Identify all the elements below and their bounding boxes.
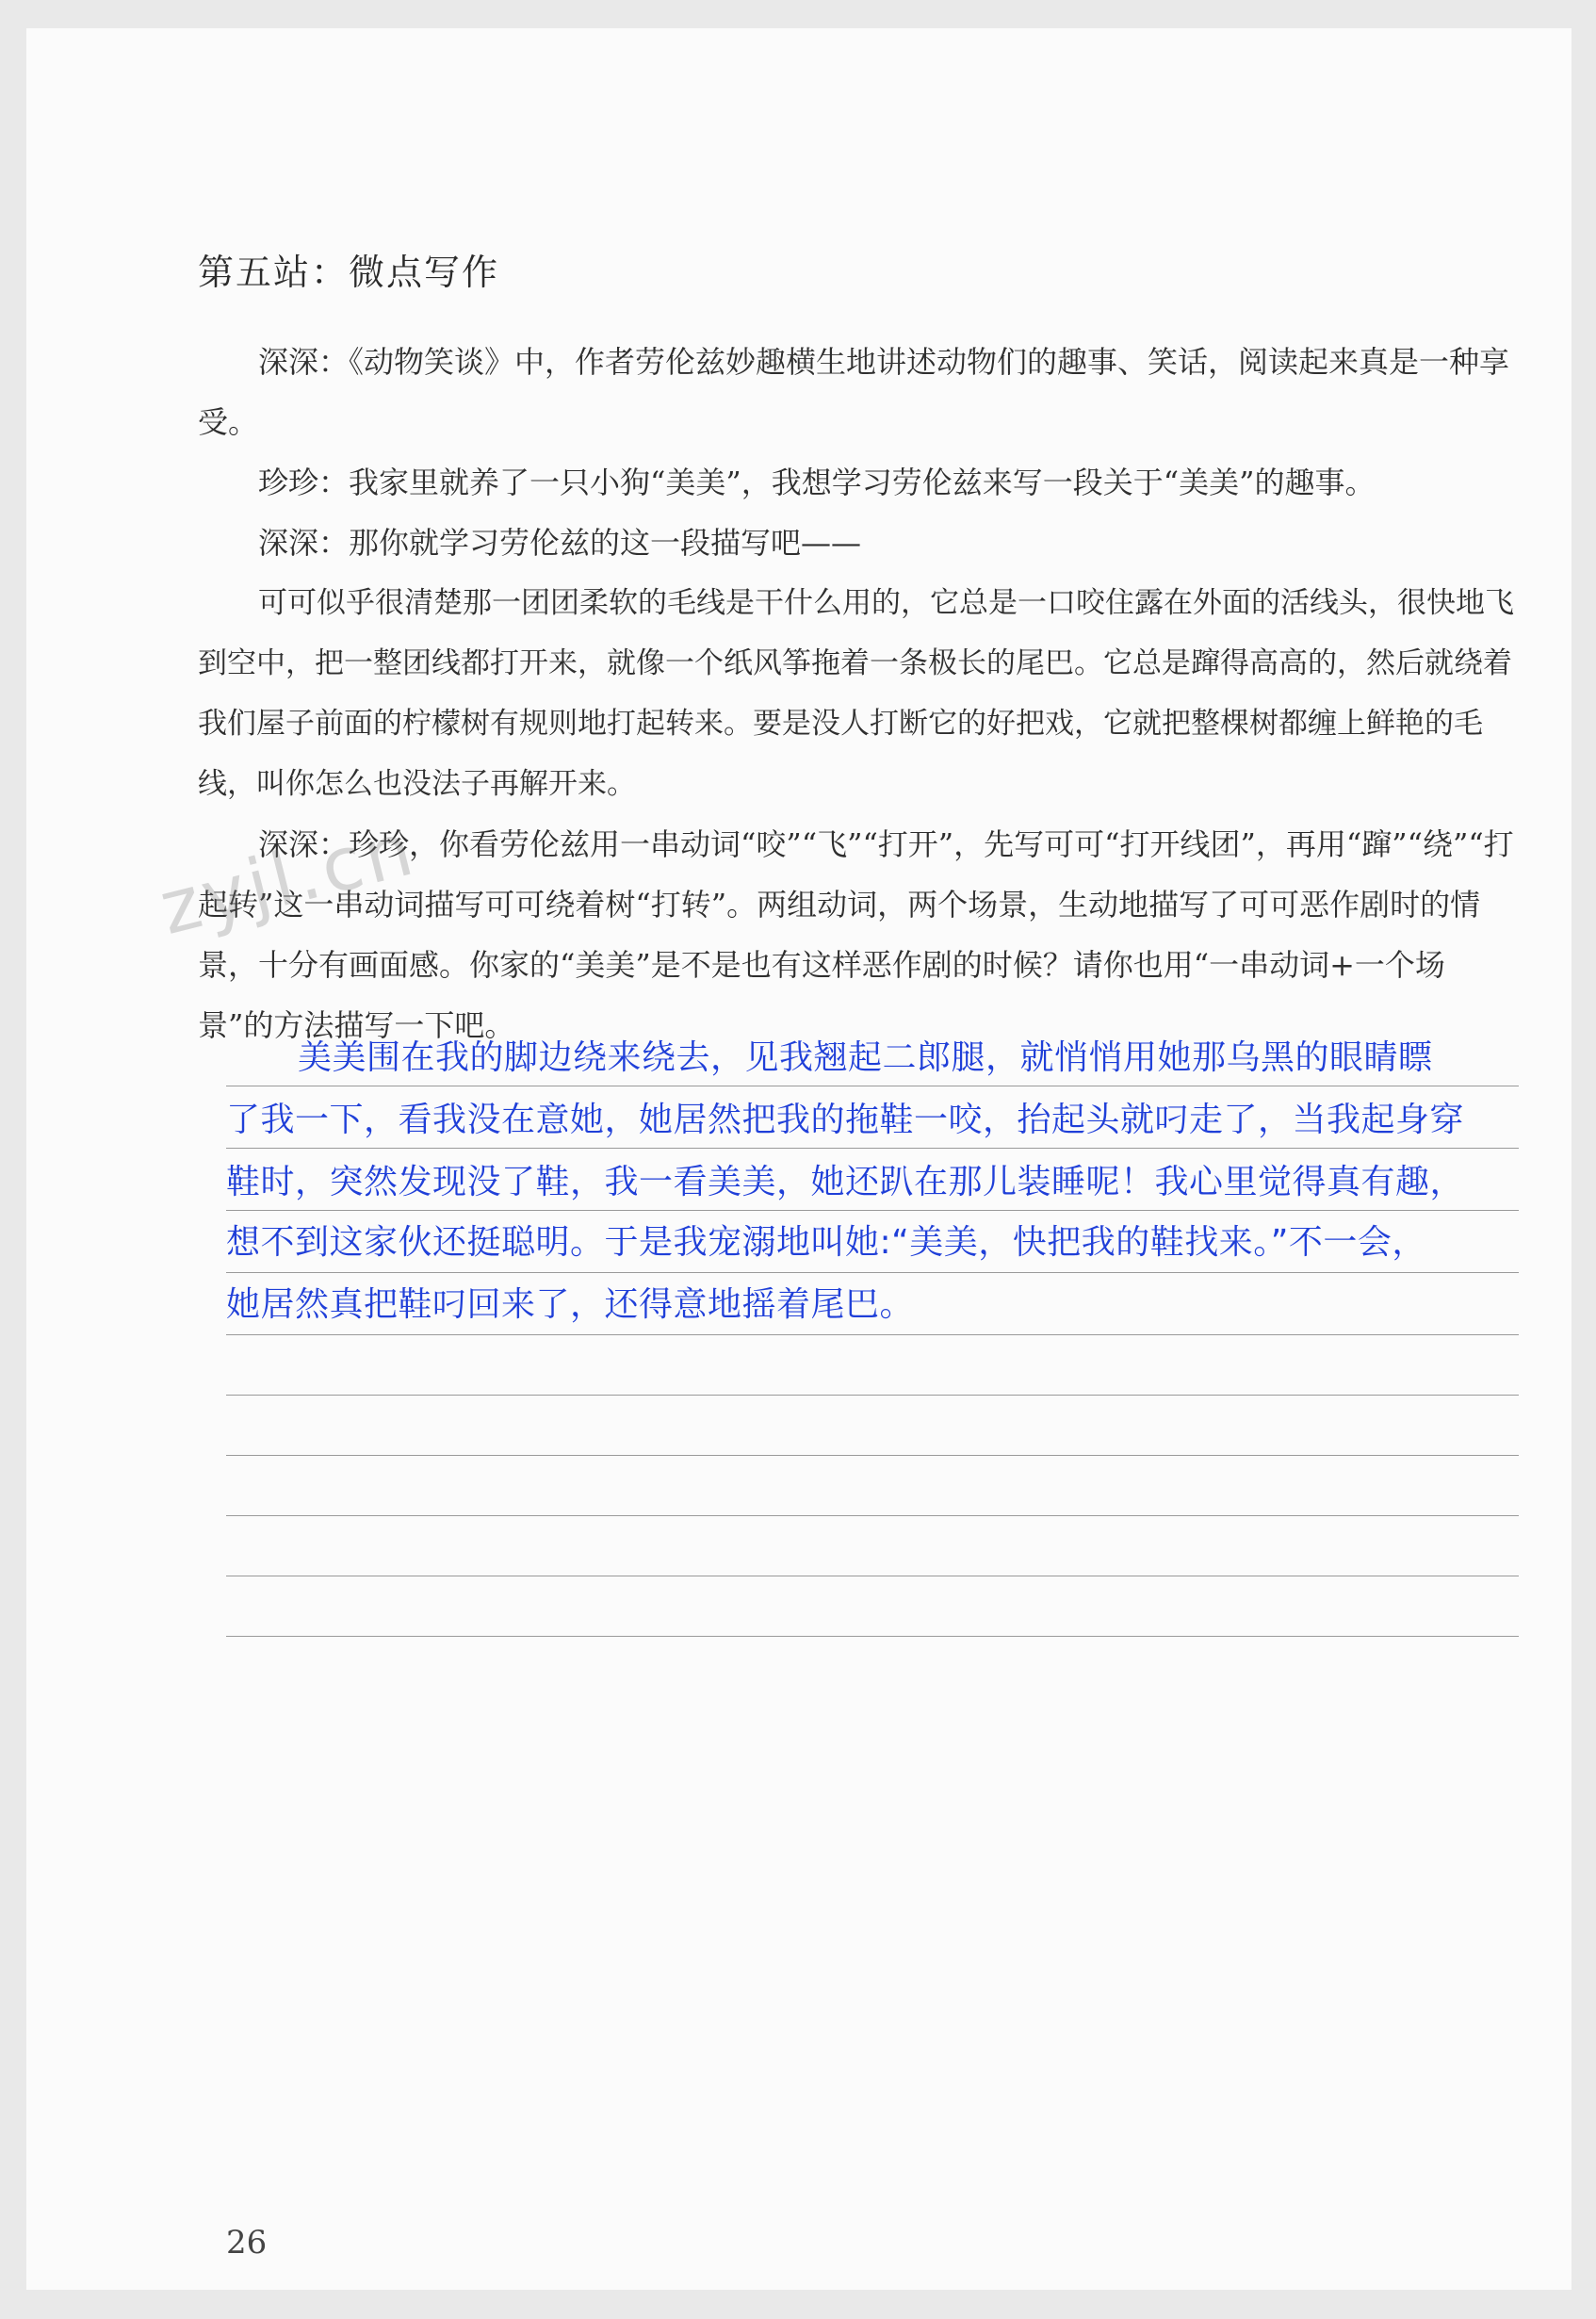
watermark: zyjl.cn bbox=[152, 807, 425, 952]
ruled-line bbox=[226, 1636, 1519, 1637]
handwritten-answer-line: 想不到这家伙还挺聪明。于是我宠溺地叫她:“美美，快把我的鞋找来。”不一会， bbox=[226, 1223, 1426, 1262]
handwritten-answer-line: 了我一下，看我没在意她，她居然把我的拖鞋一咬，抬起头就叼走了，当我起身穿 bbox=[226, 1101, 1465, 1139]
ruled-line bbox=[226, 1455, 1519, 1456]
section-title: 第五站：微点写作 bbox=[198, 252, 500, 293]
ruled-line bbox=[226, 1395, 1519, 1396]
workbook-page bbox=[26, 28, 1572, 2290]
ruled-line bbox=[226, 1148, 1519, 1149]
handwritten-answer-line: 鞋时，突然发现没了鞋，我一看美美，她还趴在那儿装睡呢！我心里觉得真有趣， bbox=[226, 1163, 1465, 1201]
page-number: 26 bbox=[226, 2224, 268, 2262]
handwritten-answer-line: 她居然真把鞋叼回来了，还得意地摇着尾巴。 bbox=[226, 1285, 915, 1324]
dialogue-line: 深深：珍珍，你看劳伦兹用一串动词“咬”“飞”“打开”，先写可可“打开线团”，再用“蹿”“绕”“打起转”这一串动词描写可可绕着树“打转”。两组动词，两个场景，生动地描写了可可恶作剧时的情景，十分有画面感。你家的“美美”是不是也有这样恶作剧的时候？请你也用“一串动词+一个场景”的方法描写一下吧。 bbox=[198, 826, 1514, 1043]
dialogue-line: 深深：《动物笑谈》中，作者劳伦兹妙趣横生地讲述动物们的趣事、笑话，阅读起来真是一种享受。 bbox=[198, 344, 1510, 440]
dialogue-line: 深深：那你就学习劳伦兹的这一段描写吧—— bbox=[258, 525, 862, 561]
ruled-line bbox=[226, 1334, 1519, 1335]
ruled-line bbox=[226, 1210, 1519, 1211]
ruled-line bbox=[226, 1515, 1519, 1516]
dialogue-block bbox=[198, 332, 1517, 1055]
dialogue-line: 珍珍：我家里就养了一只小狗“美美”，我想学习劳伦兹来写一段关于“美美”的趣事。 bbox=[258, 465, 1376, 500]
quoted-excerpt: 可可似乎很清楚那一团团柔软的毛线是干什么用的，它总是一口咬住露在外面的活线头，很快地飞到空中，把一整团线都打开来，就像一个纸风筝拖着一条极长的尾巴。它总是蹿得高高的，然后就绕着我们屋子前面的柠檬树有规则地打起转来。要是没人打断它的好把戏，它就把整棵树都缠上鲜艳的毛线，叫你怎么也没法子再解开来。 bbox=[198, 586, 1514, 801]
handwritten-answer-line: 美美围在我的脚边绕来绕去，见我翘起二郎腿，就悄悄用她那乌黑的眼睛瞟 bbox=[298, 1038, 1433, 1077]
ruled-line bbox=[226, 1272, 1519, 1273]
